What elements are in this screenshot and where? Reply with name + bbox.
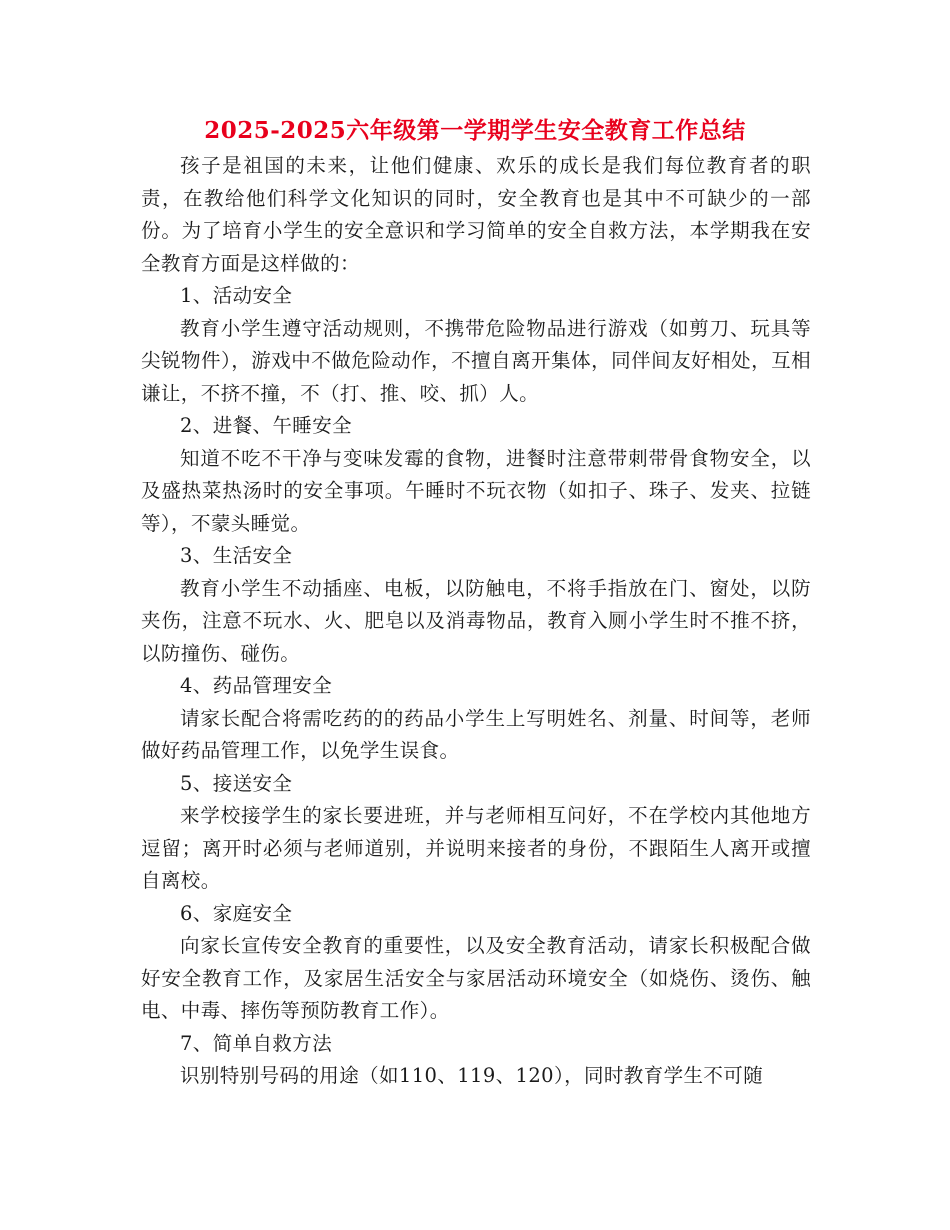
paragraph-intro: 孩子是祖国的未来，让他们健康、欢乐的成长是我们每位教育者的职责，在教给他们科学文化知识的同时，安全教育也是其中不可缺少的一部份。为了培育小学生的安全意识和学习简单的安全自救方法，本学期我在安全教育方面是这样做的： — [141, 154, 811, 275]
paragraph-activity: 教育小学生遵守活动规则，不携带危险物品进行游戏（如剪刀、玩具等尖锐物件），游戏中不做危险动作，不擅自离开集体，同伴间友好相处，互相谦让，不挤不撞，不（打、推、咬、抓）人。 — [141, 316, 811, 405]
section-heading-daily-life: 3、生活安全 — [180, 544, 293, 567]
paragraph-medicine: 请家长配合将需吃药的的药品小学生上写明姓名、剂量、时间等，老师做好药品管理工作，以免学生误食。 — [141, 706, 811, 762]
document-body — [141, 150, 811, 1093]
section-heading-medicine: 4、药品管理安全 — [180, 674, 333, 697]
section-heading-pickup: 5、接送安全 — [180, 771, 293, 795]
section-heading-meal-nap: 2、进餐、午睡安全 — [180, 414, 353, 437]
paragraph-self-rescue: 识别特别号码的用途（如110、119、120），同时教育学生不可随 — [180, 1064, 764, 1087]
paragraph-meal-nap: 知道不吃不干净与变味发霉的食物，进餐时注意带刺带骨食物安全，以及盛热菜热汤时的安全事项。午睡时不玩衣物（如扣子、珠子、发夹、拉链等），不蒙头睡觉。 — [141, 446, 811, 535]
paragraph-daily-life: 教育小学生不动插座、电板，以防触电，不将手指放在门、窗处，以防夹伤，注意不玩水、火、肥皂以及消毒物品，教育入厕小学生时不推不挤，以防撞伤、碰伤。 — [141, 576, 811, 665]
document-title: 2025-2025六年级第一学期学生安全教育工作总结 — [204, 117, 746, 144]
section-heading-family: 6、家庭安全 — [180, 901, 293, 925]
section-heading-activity: 1、活动安全 — [180, 284, 293, 307]
paragraph-pickup: 来学校接学生的家长要进班，并与老师相互问好，不在学校内其他地方逗留；离开时必须与老师道别，并说明来接者的身份，不跟陌生人离开或擅自离校。 — [141, 804, 811, 892]
section-heading-self-rescue: 7、简单自救方法 — [180, 1031, 333, 1055]
paragraph-family: 向家长宣传安全教育的重要性，以及安全教育活动，请家长积极配合做好安全教育工作，及家居生活安全与家居活动环境安全（如烧伤、烫伤、触电、中毒、摔伤等预防教育工作）。 — [141, 934, 811, 1022]
